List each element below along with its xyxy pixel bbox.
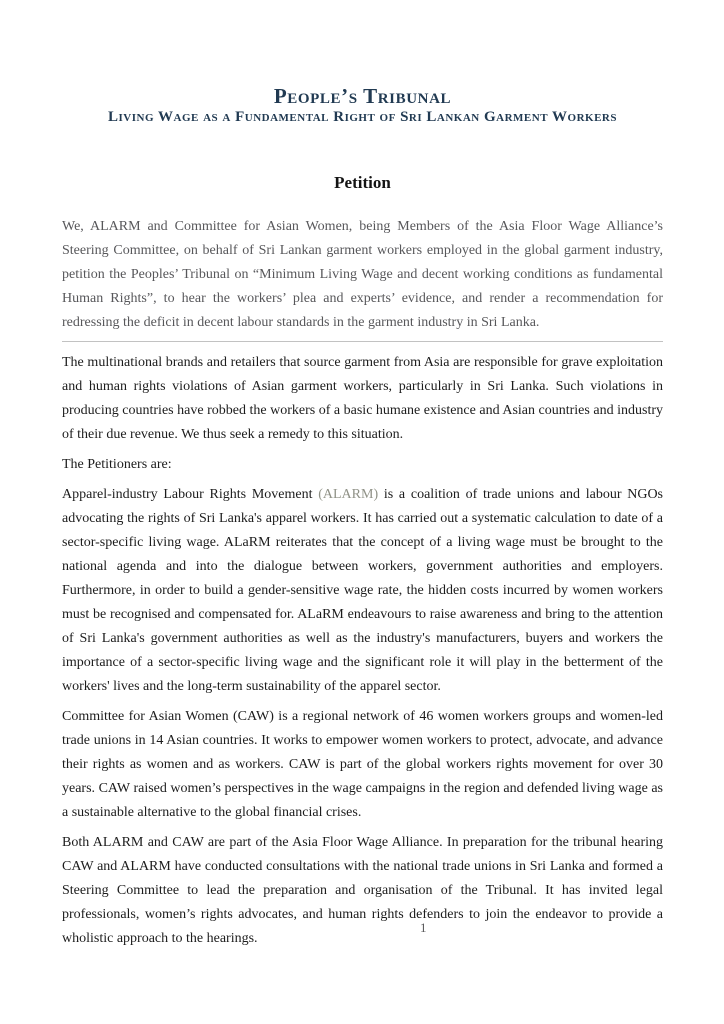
section-divider [62, 341, 663, 342]
petitioners-label: The Petitioners are: [62, 457, 172, 472]
document-subtitle: Living Wage as a Fundamental Right of Sri Lankan Garment Workers [108, 109, 617, 125]
paragraph-caw: Committee for Asian Women (CAW) is a regional network of 46 women workers groups and women-led trade unions in 14 Asian countries. It works to empower women workers to protect, advocate, and advance their rights as women and as workers. CAW is part of the global workers rights movement for over 30 years. CAW raised women’s perspectives in the wage campaigns in the region and defended living wage as a sustainable alternative to the global financial crises. [62, 709, 663, 820]
page-number: 1 [420, 920, 427, 935]
paragraph-multinational-brands: The multinational brands and retailers that source garment from Asia are responsible for grave exploitation and human rights violations of Asian garment workers, particularly in Sri Lanka. Such violations in producing countries have robbed the workers of a basic humane existence and Asian countries and industry of their due revenue. We thus seek a remedy to this situation. [62, 355, 663, 442]
paragraph-alarm-text-after: is a coalition of trade unions and labour NGOs advocating the rights of Sri Lanka's apparel workers. It has carried out a systematic calculation to date of a sector-specific living wage. ALaRM reiterates that the concept of a living wage must be brought to the national agenda and into the dialogue between workers, government authorities and employers. Furthermore, in order to build a gender-sensitive wage rate, the hidden costs incurred by women workers must be recognised and compensated for. ALaRM endeavours to raise awareness and bring to the attention of Sri Lanka's government authorities as well as the industry's manufacturers, buyers and workers the importance of a sector-specific living wage and the significant role it will play in the betterment of the workers' lives and the long-term sustainability of the apparel sector. [62, 487, 663, 694]
page-content [62, 84, 663, 957]
document-title: People’s Tribunal [273, 84, 452, 108]
alarm-acronym: (ALARM) [318, 487, 379, 502]
paragraph-alarm-text-before: Apparel-industry Labour Rights Movement [62, 487, 319, 502]
section-heading-petition: Petition [334, 173, 391, 192]
paragraph-alarm [62, 483, 663, 699]
paragraph-both-alarm-caw: Both ALARM and CAW are part of the Asia Floor Wage Alliance. In preparation for the tribunal hearing CAW and ALARM have conducted consultations with the national trade unions in Sri Lanka and formed a Steering Committee to lead the preparation and organisation of the Tribunal. It has invited legal professionals, women’s rights advocates, and human rights defenders to join the endeavor to provide a wholistic approach to the hearings. [62, 835, 663, 946]
petition-intro-paragraph: We, ALARM and Committee for Asian Women, being Members of the Asia Floor Wage Alliance’s Steering Committee, on behalf of Sri Lankan garment workers employed in the global garment industry, petition the Peoples’ Tribunal on “Minimum Living Wage and decent working conditions as fundamental Human Rights”, to hear the workers’ plea and experts’ evidence, and render a recommendation for redressing the deficit in decent labour standards in the garment industry in Sri Lanka. [62, 219, 663, 330]
